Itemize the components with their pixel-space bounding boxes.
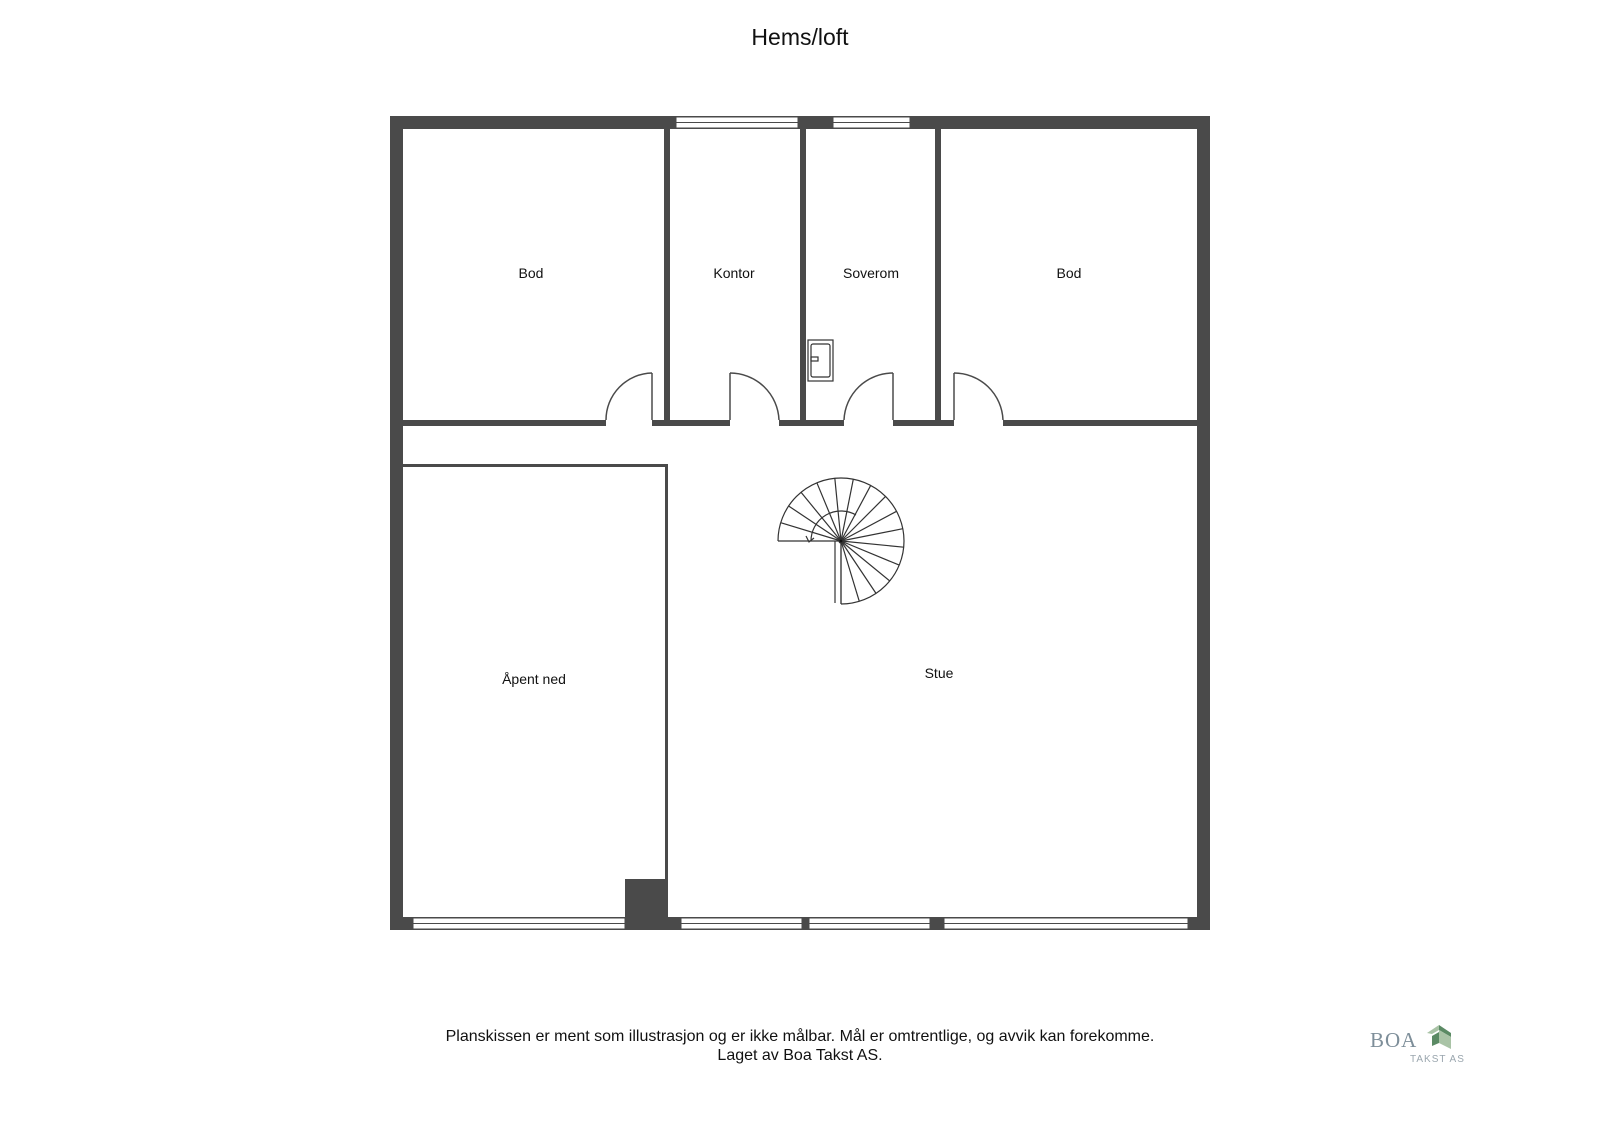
plan-title: Hems/loft [751, 24, 849, 50]
door-bod-left [606, 373, 652, 420]
room-label-kontor: Kontor [713, 265, 755, 281]
wall-right [1197, 116, 1210, 930]
room-label-soverom: Soverom [842, 265, 900, 281]
wall-h-1 [403, 420, 606, 426]
room-labels [502, 265, 1081, 687]
room-label-bod-right: Bod [1056, 265, 1082, 281]
logo-main-text: BOA [1370, 1028, 1418, 1052]
house-icon [1426, 1024, 1452, 1050]
spiral-stair-icon [778, 478, 904, 604]
stair-step [841, 541, 904, 547]
wall-soverom-bod [935, 128, 941, 426]
column-block [625, 879, 665, 917]
room-label-apent-ned: Åpent ned [502, 671, 566, 687]
opening-edge-top [403, 464, 667, 467]
stair-step [841, 479, 853, 541]
stair-step [835, 478, 841, 541]
stair-step [841, 529, 903, 541]
stair-center [839, 539, 843, 543]
stair-step [841, 541, 890, 581]
wall-kontor-soverom [800, 128, 806, 426]
door-kontor [730, 373, 779, 420]
wall-h-5 [1003, 420, 1197, 426]
stair-step [801, 492, 841, 541]
windows-bottom [413, 918, 1188, 929]
wall-h-4 [893, 420, 954, 426]
opening-edge-right [665, 464, 668, 917]
logo-sub-text: TAKST AS [1410, 1054, 1465, 1065]
room-label-bod-left: Bod [518, 265, 544, 281]
disclaimer-line-2: Laget av Boa Takst AS. [717, 1047, 883, 1064]
wall-top [390, 116, 1210, 129]
door-soverom [844, 373, 893, 420]
disclaimer [0, 1027, 1600, 1065]
disclaimer-line-1: Planskissen er ment som illustrasjon og er ikke målbar. Mål er omtrentlige, og avvik kan forekomme. [445, 1028, 1155, 1045]
stair-step [841, 541, 859, 601]
wall-bod-kontor [664, 128, 670, 426]
door-bod-right [954, 373, 1003, 420]
sink-icon [808, 340, 833, 381]
stair-step [841, 496, 886, 541]
room-label-stue: Stue [924, 665, 954, 681]
boa-takst-logo [1370, 1024, 1470, 1070]
interior-walls [403, 128, 1197, 917]
wall-h-2 [652, 420, 730, 426]
wall-left [390, 116, 403, 930]
windows-top [676, 117, 910, 128]
wall-h-3 [779, 420, 844, 426]
